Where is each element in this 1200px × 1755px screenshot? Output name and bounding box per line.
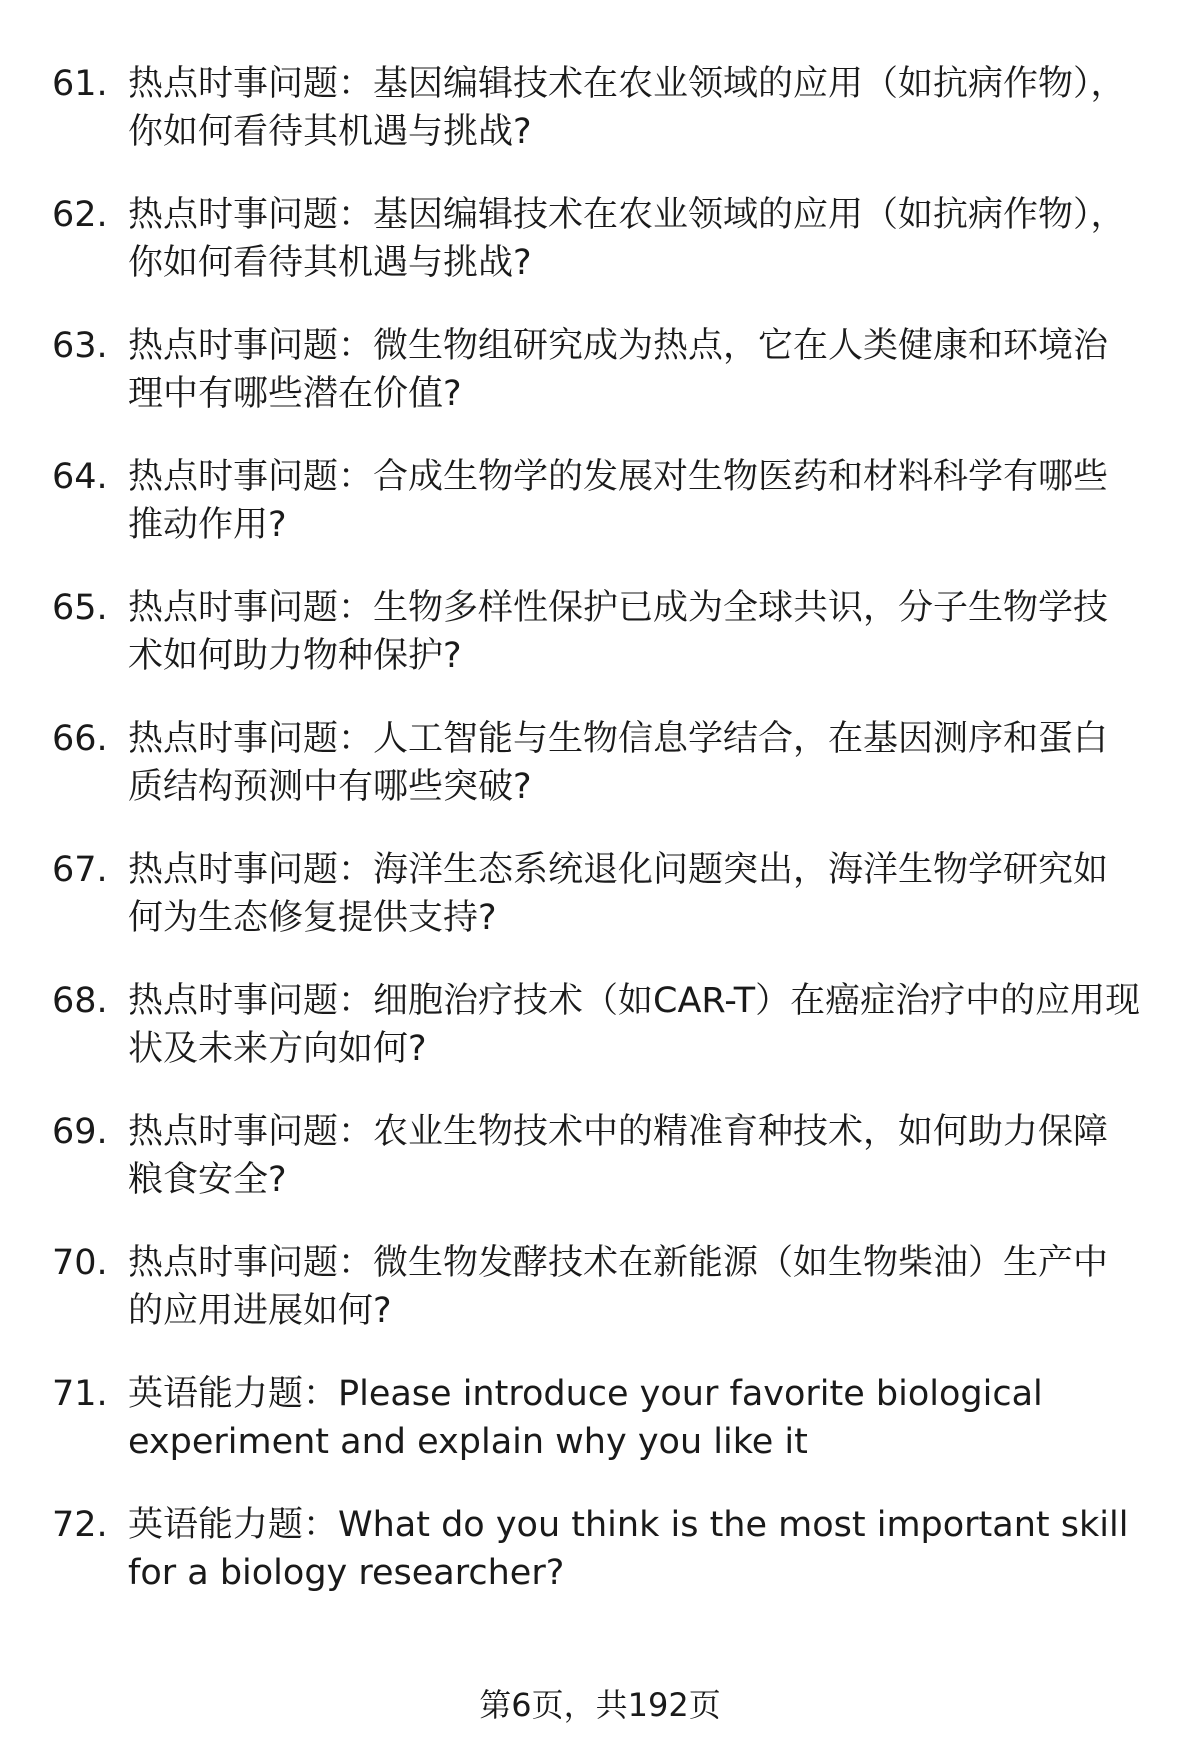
question-item — [52, 322, 1142, 418]
question-item — [52, 715, 1142, 811]
question-number: 66. — [52, 719, 108, 759]
question-text: 热点时事问题：生物多样性保护已成为全球共识，分子生物学技术如何助力物种保护? — [128, 588, 1109, 676]
question-item — [52, 977, 1142, 1073]
question-item — [52, 453, 1142, 549]
question-number: 70. — [52, 1243, 108, 1283]
question-item — [52, 1370, 1142, 1466]
question-text: 热点时事问题：合成生物学的发展对生物医药和材料科学有哪些推动作用? — [128, 457, 1109, 545]
question-text: 热点时事问题：农业生物技术中的精准育种技术，如何助力保障粮食安全? — [128, 1112, 1109, 1200]
question-number: 64. — [52, 457, 108, 497]
page-number-footer: 第6页，共192页 — [479, 1686, 721, 1724]
question-text: 热点时事问题：海洋生态系统退化问题突出，海洋生物学研究如何为生态修复提供支持? — [128, 850, 1109, 938]
question-text: 热点时事问题：细胞治疗技术（如CAR-T）在癌症治疗中的应用现状及未来方向如何? — [128, 981, 1141, 1069]
question-text: 热点时事问题：人工智能与生物信息学结合，在基因测序和蛋白质结构预测中有哪些突破? — [128, 719, 1109, 807]
question-number: 69. — [52, 1112, 108, 1152]
question-item — [52, 846, 1142, 942]
question-item — [52, 1239, 1142, 1335]
question-number: 67. — [52, 850, 108, 890]
question-text: 热点时事问题：基因编辑技术在农业领域的应用（如抗病作物），你如何看待其机遇与挑战? — [128, 64, 1126, 152]
question-number: 68. — [52, 981, 108, 1021]
question-number: 61. — [52, 64, 108, 104]
question-number: 72. — [52, 1505, 108, 1545]
question-item — [52, 1108, 1142, 1204]
question-text: 热点时事问题：微生物发酵技术在新能源（如生物柴油）生产中的应用进展如何? — [128, 1243, 1109, 1331]
question-item — [52, 1501, 1142, 1597]
question-text: 热点时事问题：微生物组研究成为热点，它在人类健康和环境治理中有哪些潜在价值? — [128, 326, 1109, 414]
question-text: 热点时事问题：基因编辑技术在农业领域的应用（如抗病作物），你如何看待其机遇与挑战? — [128, 195, 1126, 283]
question-list — [52, 60, 1142, 1632]
question-item — [52, 60, 1142, 156]
question-text: 英语能力题：Please introduce your favorite biological experiment and explain why you like it — [128, 1374, 1043, 1462]
question-text: 英语能力题：What do you think is the most important skill for a biology researcher? — [128, 1505, 1129, 1593]
question-number: 62. — [52, 195, 108, 235]
question-item — [52, 584, 1142, 680]
question-item — [52, 191, 1142, 287]
question-number: 65. — [52, 588, 108, 628]
question-number: 63. — [52, 326, 108, 366]
question-number: 71. — [52, 1374, 108, 1414]
